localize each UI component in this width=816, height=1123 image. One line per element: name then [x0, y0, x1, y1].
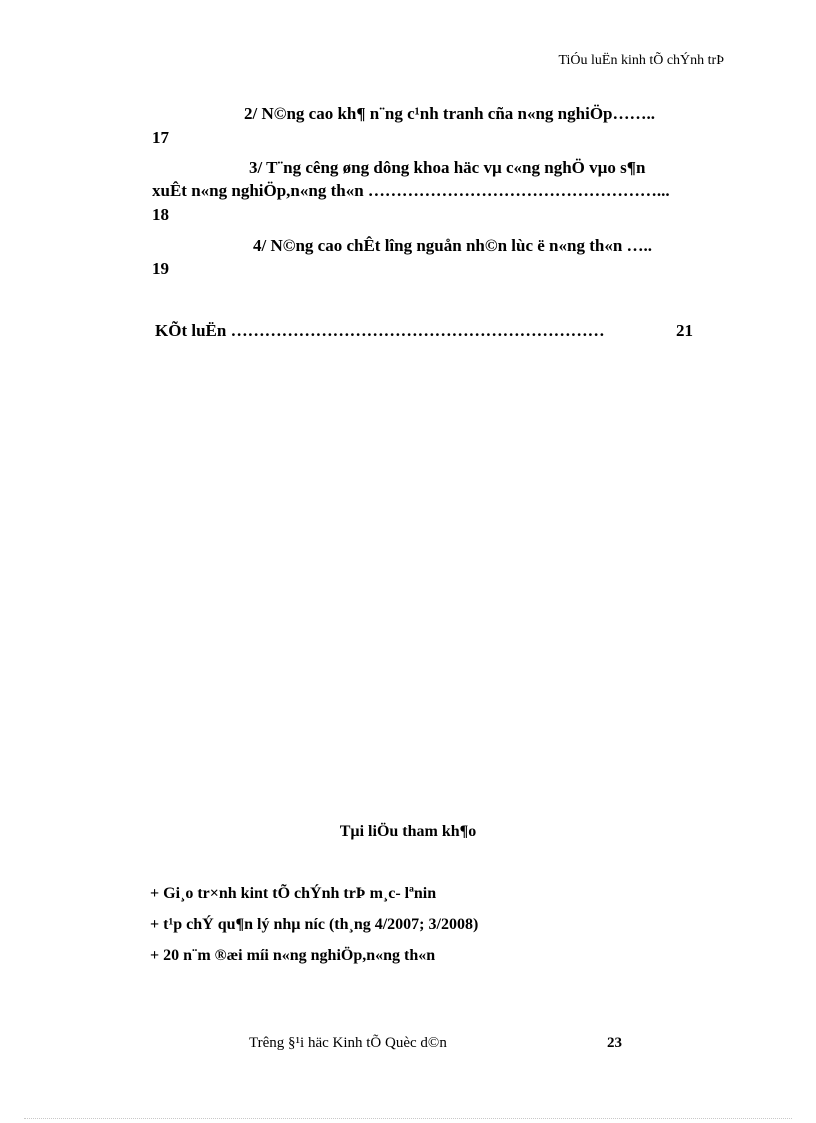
footer-page-number: 23 [607, 1035, 622, 1051]
reference-item-3: + 20 n¨m ®æi míi n«ng nghiÖp,n«ng th«n [150, 947, 436, 964]
page-header: TiÓu luËn kinh tÕ chÝnh trÞ [558, 53, 724, 68]
footer-school: Trêng §¹i häc Kinh tÕ Quèc d©n [249, 1035, 447, 1051]
reference-item-2: + t¹p chÝ qu¶n lý nhµ níc (th¸ng 4/2007; 3/2008) [150, 916, 479, 933]
toc-conclusion-page: 21 [676, 321, 693, 340]
reference-item-1: + Gi¸o tr×nh kint tÕ chÝnh trÞ m¸c- lªnin [150, 885, 437, 902]
toc-entry-3-title-line1: 3/ T¨ng cêng øng dông khoa häc vµ c«ng nghÖ vµo s¶n [249, 158, 646, 177]
toc-entry-3-page: 18 [152, 205, 169, 224]
toc-entry-4-page: 19 [152, 259, 169, 278]
toc-entry-2-page: 17 [152, 128, 169, 147]
toc-entry-4-title: 4/ N©ng cao chÊt lîng nguån nh©n lùc ë n«ng th«n ….. [253, 236, 653, 255]
page-bottom-divider [24, 1118, 792, 1119]
references-title: Tµi liÖu tham kh¶o [339, 823, 477, 840]
toc-conclusion-title: KÕt luËn ………………………………………………………… [155, 321, 605, 340]
toc-entry-3-title-line2: xuÊt n«ng nghiÖp,n«ng th«n ……………………………………………... [152, 181, 670, 200]
toc-entry-2-title: 2/ N©ng cao kh¶ n¨ng c¹nh tranh cña n«ng nghiÖp…….. [244, 104, 655, 123]
